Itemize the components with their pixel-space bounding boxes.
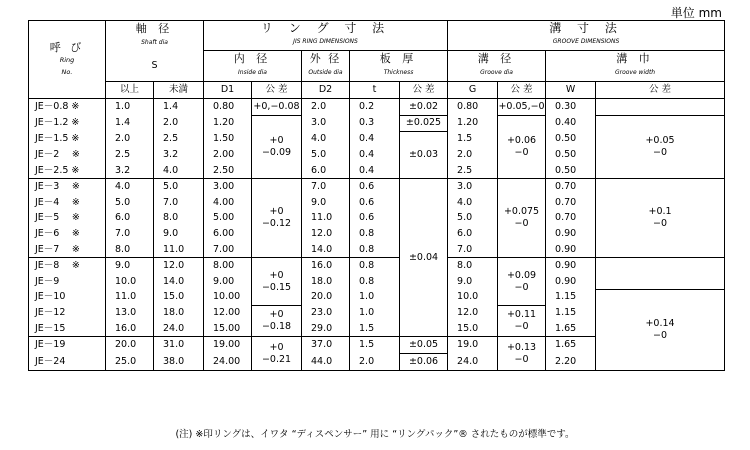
groove-dia: 5.0 (448, 211, 498, 227)
footnote: (注) ※印リングは、イワタ “ディスペンサー” 用に “リングパック”® されたものが標準です。 (175, 429, 575, 440)
shaft-max: 11.0 (154, 242, 204, 258)
outside-dia: 29.0 (302, 321, 350, 337)
table-row (29, 179, 725, 195)
d1-tol-value: −0.21 (261, 353, 292, 365)
g-tol (498, 337, 546, 370)
g-tol-value: −0 (514, 281, 529, 293)
shaft-min: 20.0 (106, 337, 154, 354)
outside-dia: 20.0 (302, 290, 350, 306)
ring-no: JE－3 ※ (29, 179, 106, 195)
d1-tol-value: −0.18 (261, 321, 292, 333)
groove-width: 0.50 (546, 132, 596, 148)
groove-dia: 12.0 (448, 305, 498, 321)
shaft-min: 2.5 (106, 147, 154, 163)
w-tol-value: +0.14 (645, 317, 675, 329)
d1-tol (252, 179, 302, 258)
shaft-min: 4.0 (106, 179, 154, 195)
groove-dia: 1.5 (448, 132, 498, 148)
g-tol-value: +0.09 (506, 269, 537, 281)
shaft-max: 4.0 (154, 163, 204, 179)
w-tol (596, 290, 725, 370)
outside-dia: 2.0 (302, 99, 350, 116)
unit-label: 単位 mm (670, 6, 722, 20)
groove-dia: 6.0 (448, 226, 498, 242)
groove-dia: 0.80 (448, 99, 498, 116)
thickness-header: 板 厚 Thickness (350, 50, 448, 81)
shaft-max: 9.0 (154, 226, 204, 242)
col-d1: D1 (204, 81, 252, 98)
ring-no: JE－9 (29, 274, 106, 290)
thickness: 1.5 (350, 321, 400, 337)
inside-dia: 8.00 (204, 258, 252, 274)
d1-tol-value: +0 (269, 206, 284, 218)
w-tol (596, 115, 725, 179)
inside-dia: 2.50 (204, 163, 252, 179)
shaft-max: 15.0 (154, 290, 204, 306)
ring-no: JE－12 (29, 305, 106, 321)
groove-width: 1.65 (546, 337, 596, 354)
g-tol (498, 115, 546, 179)
col-d1-tol: 公 差 (252, 81, 302, 98)
g-tol-value: −0 (514, 353, 529, 365)
col-w: W (546, 81, 596, 98)
ring-no: JE－2.5 ※ (29, 163, 106, 179)
groove-dia: 24.0 (448, 354, 498, 371)
inside-dia: 1.20 (204, 115, 252, 132)
col-d2: D2 (302, 81, 350, 98)
ring-no: JE－4 ※ (29, 195, 106, 211)
inside-dia: 24.00 (204, 354, 252, 371)
shaft-min: 10.0 (106, 274, 154, 290)
inside-dia: 5.00 (204, 211, 252, 227)
outside-dia: 4.0 (302, 132, 350, 148)
d1-tol (252, 115, 302, 179)
table-row (29, 290, 725, 306)
groove-width: 0.90 (546, 258, 596, 274)
inside-dia: 4.00 (204, 195, 252, 211)
ring-no: JE－6 ※ (29, 226, 106, 242)
groove-width: 1.15 (546, 305, 596, 321)
outside-dia: 37.0 (302, 337, 350, 354)
g-tol (498, 258, 546, 305)
groove-dia-header: 溝 径 Groove dia (448, 50, 546, 81)
g-tol-value: −0 (514, 218, 529, 230)
shaft-min: 9.0 (106, 258, 154, 274)
outside-dia: 12.0 (302, 226, 350, 242)
inside-dia: 0.80 (204, 99, 252, 116)
d1-tol-value: −0.12 (261, 218, 292, 230)
g-tol (498, 179, 546, 258)
col-g: G (448, 81, 498, 98)
thickness: 0.4 (350, 163, 400, 179)
d1-tol-value: −0.15 (261, 281, 292, 293)
outside-dia: 14.0 (302, 242, 350, 258)
w-tol-value: −0 (653, 329, 668, 341)
groove-width: 1.15 (546, 290, 596, 306)
groove-width: 0.90 (546, 274, 596, 290)
designation-header: 呼 び Ring No. (29, 21, 106, 99)
groove-width: 0.50 (546, 147, 596, 163)
groove-dia: 19.0 (448, 337, 498, 354)
thickness: 0.8 (350, 242, 400, 258)
groove-width: 0.70 (546, 211, 596, 227)
w-tol-value: −0 (653, 218, 668, 230)
inside-dia: 1.50 (204, 132, 252, 148)
shaft-max: 2.0 (154, 115, 204, 132)
groove-width: 0.70 (546, 179, 596, 195)
shaft-max: 2.5 (154, 132, 204, 148)
d1-tol-value: +0 (269, 269, 284, 281)
g-tol-value: −0 (514, 147, 529, 159)
thickness: 0.8 (350, 258, 400, 274)
groove-dia: 4.0 (448, 195, 498, 211)
groove-width: 0.50 (546, 163, 596, 179)
ring-no: JE－5 ※ (29, 211, 106, 227)
outside-dia: 16.0 (302, 258, 350, 274)
ring-no: JE－24 (29, 354, 106, 371)
inside-dia: 6.00 (204, 226, 252, 242)
ring-no: JE－15 (29, 321, 106, 337)
shaft-min: 25.0 (106, 354, 154, 371)
groove-width: 0.90 (546, 242, 596, 258)
t-tol: ±0.02 (400, 99, 448, 116)
shaft-s-label: S (106, 50, 204, 81)
table-row (29, 258, 725, 274)
ring-no: JE－19 (29, 337, 106, 354)
inside-dia: 2.00 (204, 147, 252, 163)
outside-dia: 23.0 (302, 305, 350, 321)
outside-dia: 3.0 (302, 115, 350, 132)
shaft-min: 2.0 (106, 132, 154, 148)
outside-dia: 18.0 (302, 274, 350, 290)
inside-dia: 19.00 (204, 337, 252, 354)
inside-dia: 12.00 (204, 305, 252, 321)
outside-dia: 9.0 (302, 195, 350, 211)
d1-tol (252, 337, 302, 370)
d1-tol (252, 305, 302, 337)
w-tol (596, 258, 725, 290)
d1-tol-value: +0 (269, 135, 284, 147)
groove-dia: 9.0 (448, 274, 498, 290)
shaft-max: 24.0 (154, 321, 204, 337)
inside-dia-header: 内 径 Inside dia (204, 50, 302, 81)
thickness: 0.4 (350, 132, 400, 148)
shaft-max: 8.0 (154, 211, 204, 227)
ring-no: JE－8 ※ (29, 258, 106, 274)
g-tol-value: +0.11 (506, 309, 537, 321)
shaft-header: 軸 径 Shaft dia (106, 21, 204, 51)
d1-tol-value: +0 (269, 309, 284, 321)
g-tol-value: +0.075 (503, 206, 540, 218)
w-tol (596, 99, 725, 116)
ring-no: JE－0.8 ※ (29, 99, 106, 116)
d1-tol-value: −0.09 (261, 147, 292, 159)
groove-dia: 1.20 (448, 115, 498, 132)
groove-width: 0.90 (546, 226, 596, 242)
groove-width: 2.20 (546, 354, 596, 371)
shaft-max: 5.0 (154, 179, 204, 195)
col-min: 以上 (106, 81, 154, 98)
groove-dia: 15.0 (448, 321, 498, 337)
inside-dia: 10.00 (204, 290, 252, 306)
table-row (29, 115, 725, 132)
inside-dia: 3.00 (204, 179, 252, 195)
d1-tol-value: +0 (269, 341, 284, 353)
g-tol-value: +0.13 (506, 341, 537, 353)
thickness: 1.0 (350, 290, 400, 306)
d1-tol: +0,−0.08 (252, 99, 302, 116)
table-row (29, 99, 725, 116)
groove-dia: 8.0 (448, 258, 498, 274)
shaft-min: 7.0 (106, 226, 154, 242)
ring-no: JE－1.2 ※ (29, 115, 106, 132)
ring-no: JE－10 (29, 290, 106, 306)
thickness: 1.0 (350, 305, 400, 321)
groove-dia: 3.0 (448, 179, 498, 195)
thickness: 0.6 (350, 211, 400, 227)
groove-width: 0.70 (546, 195, 596, 211)
thickness: 0.4 (350, 147, 400, 163)
groove-dia: 2.5 (448, 163, 498, 179)
shaft-min: 1.0 (106, 99, 154, 116)
col-t: t (350, 81, 400, 98)
shaft-max: 3.2 (154, 147, 204, 163)
shaft-max: 14.0 (154, 274, 204, 290)
shaft-min: 5.0 (106, 195, 154, 211)
inside-dia: 7.00 (204, 242, 252, 258)
shaft-min: 13.0 (106, 305, 154, 321)
groove-width: 0.30 (546, 99, 596, 116)
outside-dia: 11.0 (302, 211, 350, 227)
col-w-tol: 公 差 (596, 81, 725, 98)
w-tol-value: −0 (653, 147, 668, 159)
groove-dia: 2.0 (448, 147, 498, 163)
thickness: 0.3 (350, 115, 400, 132)
shaft-min: 16.0 (106, 321, 154, 337)
thickness: 0.2 (350, 99, 400, 116)
ring-dims-header: リ ン グ 寸 法 JIS RING DIMENSIONS (204, 21, 448, 51)
d1-tol (252, 258, 302, 305)
inside-dia: 15.00 (204, 321, 252, 337)
inside-dia: 9.00 (204, 274, 252, 290)
groove-width: 0.40 (546, 115, 596, 132)
shaft-min: 6.0 (106, 211, 154, 227)
outside-dia: 44.0 (302, 354, 350, 371)
thickness: 0.6 (350, 195, 400, 211)
groove-dims-header: 溝 寸 法 GROOVE DIMENSIONS (448, 21, 725, 51)
shaft-max: 38.0 (154, 354, 204, 371)
ring-no: JE－7 ※ (29, 242, 106, 258)
ring-no: JE－1.5 ※ (29, 132, 106, 148)
thickness: 0.8 (350, 226, 400, 242)
shaft-max: 1.4 (154, 99, 204, 116)
shaft-min: 3.2 (106, 163, 154, 179)
t-tol: ±0.03 (400, 132, 448, 179)
outside-dia-header: 外 径 Outside dia (302, 50, 350, 81)
w-tol-value: +0.1 (648, 206, 672, 218)
thickness: 0.8 (350, 274, 400, 290)
outside-dia: 5.0 (302, 147, 350, 163)
t-tol: ±0.05 (400, 337, 448, 354)
t-tol: ±0.06 (400, 354, 448, 371)
outside-dia: 7.0 (302, 179, 350, 195)
outside-dia: 6.0 (302, 163, 350, 179)
ring-dimension-table (28, 20, 725, 371)
w-tol (596, 179, 725, 258)
groove-width-header: 溝 巾 Groove width (546, 50, 725, 81)
thickness: 0.6 (350, 179, 400, 195)
shaft-min: 1.4 (106, 115, 154, 132)
w-tol-value: +0.05 (645, 135, 675, 147)
shaft-min: 11.0 (106, 290, 154, 306)
g-tol (498, 305, 546, 337)
t-tol: ±0.04 (400, 179, 448, 337)
shaft-max: 31.0 (154, 337, 204, 354)
g-tol-value: +0.06 (506, 135, 537, 147)
t-tol: ±0.025 (400, 115, 448, 132)
g-tol: +0.05,−0 (498, 99, 546, 116)
col-max: 未満 (154, 81, 204, 98)
shaft-max: 18.0 (154, 305, 204, 321)
ring-no: JE－2 ※ (29, 147, 106, 163)
groove-dia: 7.0 (448, 242, 498, 258)
shaft-max: 12.0 (154, 258, 204, 274)
thickness: 2.0 (350, 354, 400, 371)
thickness: 1.5 (350, 337, 400, 354)
groove-dia: 10.0 (448, 290, 498, 306)
shaft-min: 8.0 (106, 242, 154, 258)
shaft-max: 7.0 (154, 195, 204, 211)
g-tol-value: −0 (514, 321, 529, 333)
col-t-tol: 公 差 (400, 81, 448, 98)
groove-width: 1.65 (546, 321, 596, 337)
col-g-tol: 公 差 (498, 81, 546, 98)
